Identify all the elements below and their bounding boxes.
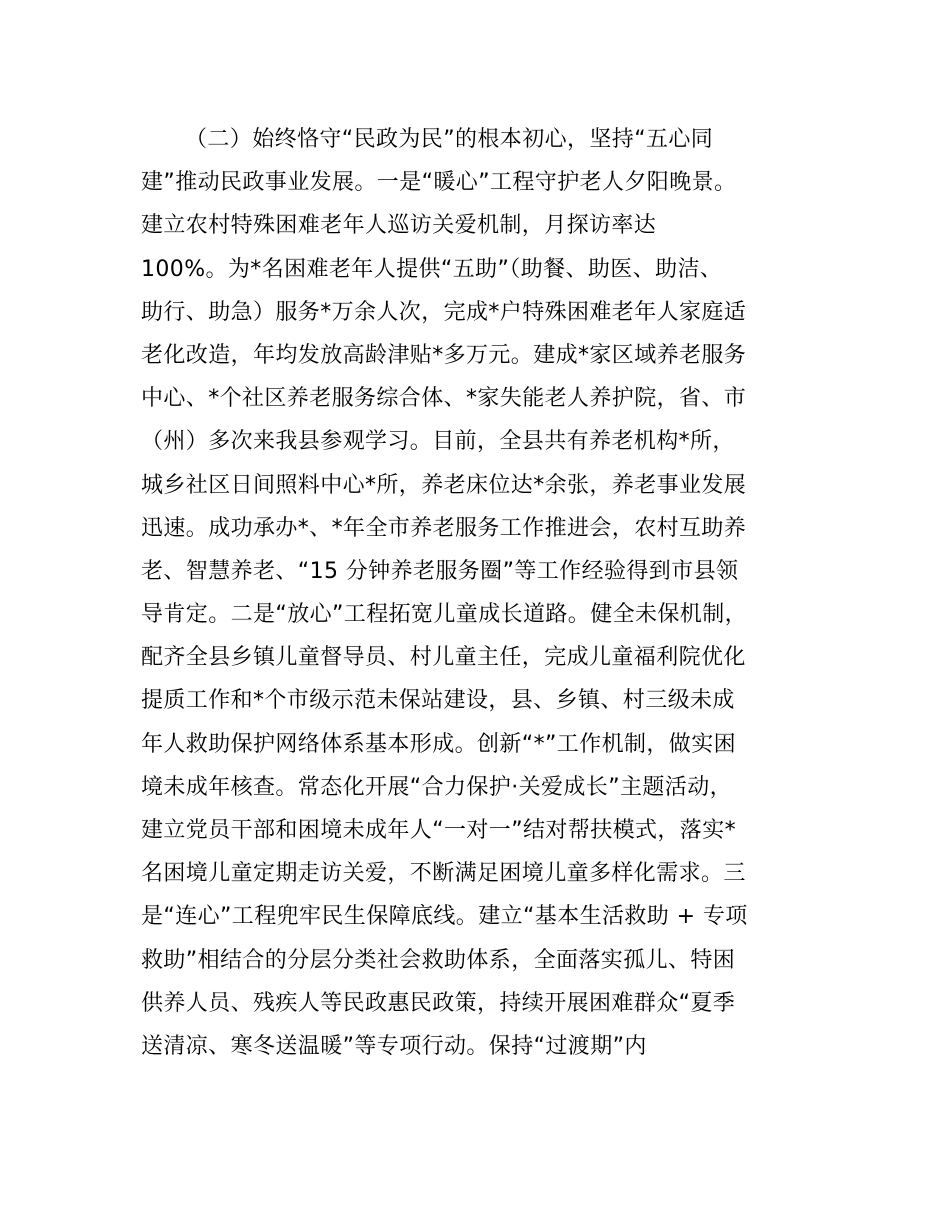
text-line: 年人救助保护网络体系基本形成。创新“*”工作机制，做实困 [141, 731, 736, 757]
text-line: 城乡社区日间照料中心*所，养老床位达*余张，养老事业发展 [141, 472, 747, 498]
text-line: （二）始终恪守“民政为民”的根本初心，坚持“五心同 [185, 127, 714, 152]
text-line: 迅速。成功承办*、*年全市养老服务工作推进会，农村互助养 [141, 515, 747, 541]
text-line: 救助”相结合的分层分类社会救助体系，全面落实孤儿、特困 [141, 947, 736, 973]
text-line: 建”推动民政事业发展。一是“暖心”工程守护老人夕阳晚景。 [141, 170, 737, 196]
text-line: 建立农村特殊困难老年人巡访关爱机制，月探访率达 [141, 213, 657, 239]
text-line: 配齐全县乡镇儿童督导员、村儿童主任，完成儿童福利院优化 [141, 645, 746, 671]
text-line: （州）多次来我县参观学习。目前，全县共有养老机构*所， [141, 429, 735, 455]
text-line: 名困境儿童定期走访关爱，不断满足困境儿童多样化需求。三 [141, 861, 746, 887]
text-line: 提质工作和*个市级示范未保站建设，县、乡镇、村三级未成 [141, 688, 735, 714]
text-line: 是“连心”工程兜牢民生保障底线。建立“基本生活救助 + 专项 [141, 904, 748, 930]
text-line: 境未成年核查。常态化开展“合力保护·关爱成长”主题活动， [141, 774, 732, 800]
body-paragraph [141, 118, 841, 1068]
text-line: 老、智慧养老、“15 分钟养老服务圈”等工作经验得到市县领 [141, 558, 739, 584]
text-line: 导肯定。二是“放心”工程拓宽儿童成长道路。健全未保机制， [141, 602, 747, 628]
text-line: 供养人员、残疾人等民政惠民政策，持续开展困难群众“夏季 [141, 990, 736, 1016]
text-line: 100%。为*名困难老年人提供“五助”（助餐、助医、助洁、 [141, 256, 723, 282]
text-line: 中心、*个社区养老服务综合体、*家失能老人养护院，省、市 [141, 386, 747, 412]
text-line: 老化改造，年均发放高龄津贴*多万元。建成*家区域养老服务 [141, 342, 747, 368]
text-line: 建立党员干部和困境未成年人“一对一”结对帮扶模式，落实* [141, 818, 736, 843]
text-line: 送清凉、寒冬送温暖”等专项行动。保持“过渡期”内 [141, 1033, 647, 1059]
text-line: 助行、助急）服务*万余人次，完成*户特殊困难老年人家庭适 [141, 299, 747, 325]
